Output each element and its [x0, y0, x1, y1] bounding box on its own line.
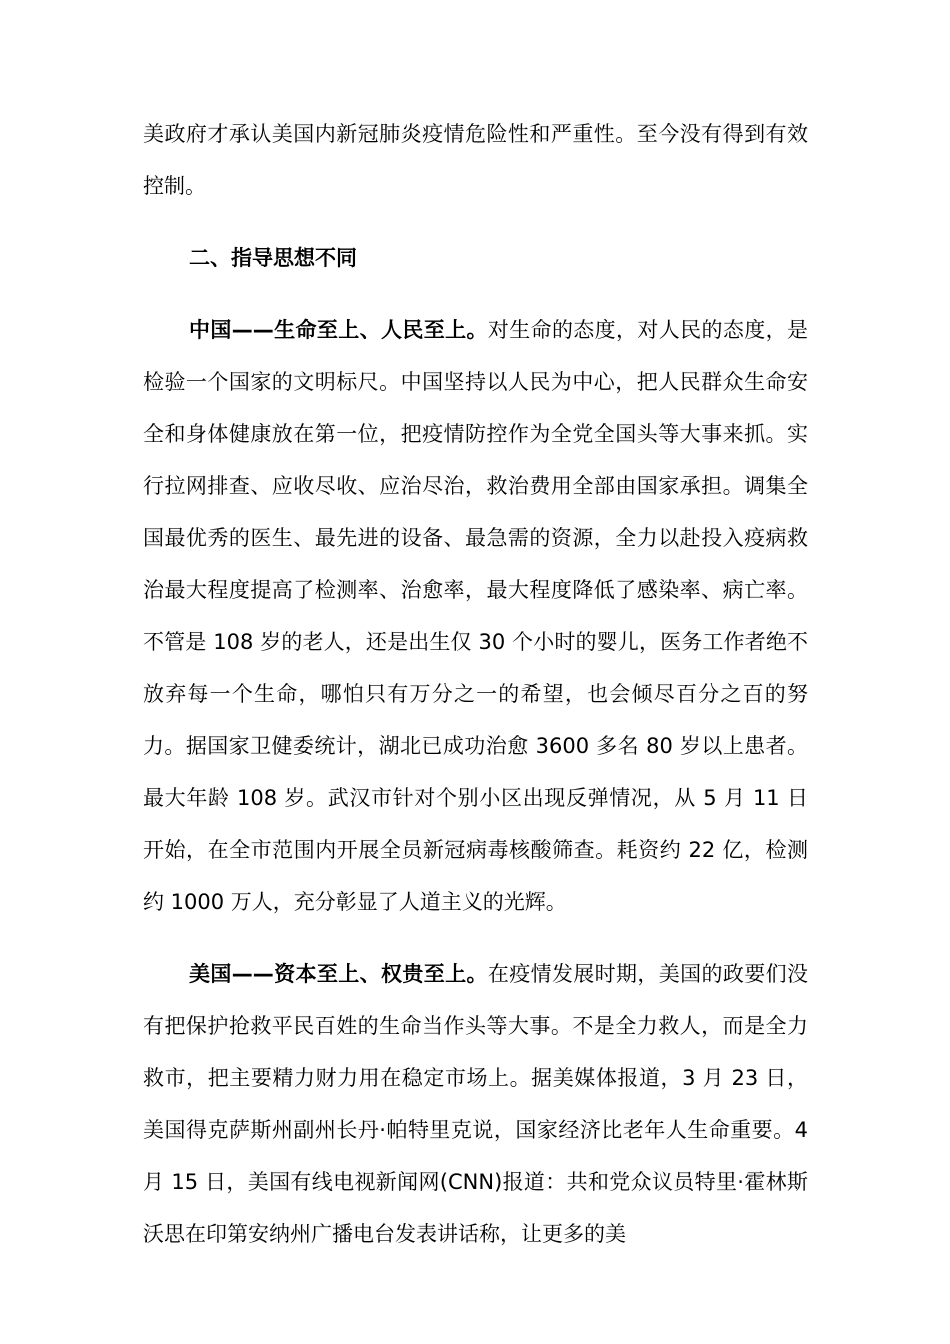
paragraph-usa — [143, 948, 808, 1260]
paragraph-usa-lead: 美国——资本至上、权贵至上。 — [189, 962, 488, 986]
paragraph-china-lead: 中国——生命至上、人民至上。 — [189, 318, 488, 342]
spacer — [143, 284, 808, 304]
paragraph-china — [143, 304, 808, 928]
paragraph-usa-body: 在疫情发展时期，美国的政要们没有把保护抢救平民百姓的生命当作头等大事。不是全力救人，而是全力救市，把主要精力财力用在稳定市场上。据美媒体报道，3 月 23 日，美国得克萨斯州副州长丹·帕特里克说，国家经济比老年人生命重要。4 月 15 日，美国有线电视新闻网(CNN)报道：共和党众议员特里·霍林斯沃思在印第安纳州广播电台发表讲话称，让更多的美 — [143, 962, 809, 1246]
document-body — [143, 108, 808, 1260]
paragraph-china-body: 对生命的态度，对人民的态度，是检验一个国家的文明标尺。中国坚持以人民为中心，把人民群众生命安全和身体健康放在第一位，把疫情防控作为全党全国头等大事来抓。实行拉网排查、应收尽收、应治尽治，救治费用全部由国家承担。调集全国最优秀的医生、最先进的设备、最急需的资源，全力以赴投入疫病救治最大程度提高了检测率、治愈率，最大程度降低了感染率、病亡率。不管是 108 岁的老人，还是出生仅 30 个小时的婴儿，医务工作者绝不放弃每一个生命，哪怕只有万分之一的希望，也会倾尽百分之百的努力。据国家卫健委统计，湖北已成功治愈 3600 多名 80 岁以上患者。最大年龄 108 岁。武汉市针对个别小区出现反弹情况，从 5 月 11 日开始，在全市范围内开展全员新冠病毒核酸筛查。耗资约 22 亿，检测约 1000 万人，充分彰显了人道主义的光辉。 — [143, 318, 809, 914]
section-heading: 二、指导思想不同 — [189, 246, 357, 270]
spacer — [143, 928, 808, 948]
paragraph-continuation: 美政府才承认美国内新冠肺炎疫情危险性和严重性。至今没有得到有效控制。 — [143, 122, 808, 198]
spacer — [143, 212, 808, 232]
